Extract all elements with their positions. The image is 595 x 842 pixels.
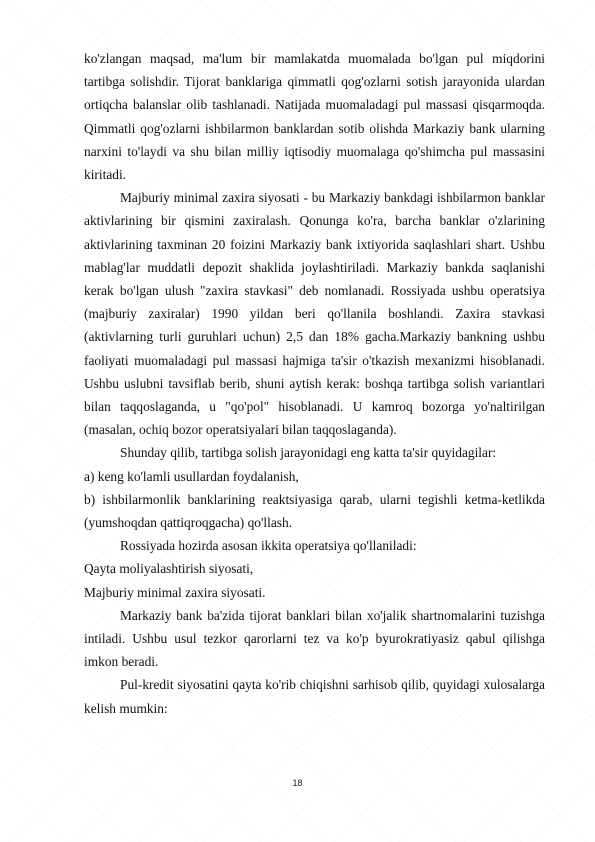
list-item: Majburiy minimal zaxira siyosati.	[84, 584, 266, 600]
list-item: Qayta moliyalashtirish siyosati,	[84, 561, 254, 577]
paragraph: Shunday qilib, tartibga solish jarayonidagi eng katta ta'sir quyidagilar:	[120, 445, 497, 461]
list-item: b) ishbilarmonlik banklarining reaktsiyasiga qarab, ularni tegishli ketma-ketlikda (yumshoqdan qattiqroqgacha) qo'llash.	[84, 491, 545, 531]
list-item: a) keng ko'lamli usullardan foydalanish,	[84, 468, 299, 484]
document-body	[84, 47, 545, 720]
paragraph: Pul-kredit siyosatini qayta ko'rib chiqishni sarhisob qilib, quyidagi xulosalarga kelish mumkin:	[84, 677, 545, 716]
paragraph: Rossiyada hozirda asosan ikkita operatsiya qo'llaniladi:	[120, 538, 417, 554]
paragraph: Majburiy minimal zaxira siyosati - bu Markaziy bankdagi ishbilarmon banklar aktivlarining bir qismini zaxiralash. Qonunga ko'ra, barcha banklar o'zlarining aktivlarining taxminan 20 foizini Markaziy bank ixtiyorida saqlashlari shart. Ushbu mablag'lar muddatli depozit shaklida joylashtiriladi. Markaziy bankda saqlanishi kerak bo'lgan ulush "zaxira stavkasi" deb nomlanadi. Rossiyada ushbu operatsiya (majburiy zaxiralar) 1990 yildan beri qo'llanila boshlandi. Zaxira stavkasi (aktivlarning turli guruhlari uchun) 2,5 dan 18% gacha.Markaziy bankning ushbu faoliyati muomaladagi pul massasi hajmiga ta'sir o'tkazish mexanizmi hisoblanadi. Ushbu uslubni tavsiflab berib, shuni aytish kerak: boshqa tartibga solish variantlari bilan taqqoslaganda, u "qo'pol" hisoblanadi. U kamroq bozorga yo'naltirilgan (masalan, ochiq bozor operatsiyalari bilan taqqoslaganda).	[84, 190, 545, 438]
paragraph: Markaziy bank ba'zida tijorat banklari bilan xo'jalik shartnomalarini tuzishga intiladi. Ushbu usul tezkor qarorlarni tez va ko'p byurokratiyasiz qabul qilishga imkon beradi.	[84, 607, 545, 670]
paragraph: ko'zlangan maqsad, ma'lum bir mamlakatda muomalada bo'lgan pul miqdorini tartibga solishdir. Tijorat banklariga qimmatli qog'ozlarni sotish jarayonida ulardan ortiqcha balanslar olib tashlanadi. Natijada muomaladagi pul massasi qisqarmoqda. Qimmatli qog'ozlarni ishbilarmon banklardan sotib olishda Markaziy bank ularning narxini to'laydi va shu bilan milliy iqtisodiy muomalaga qo'shimcha pul massasini kiritadi.	[84, 51, 545, 183]
page-number: 18	[292, 778, 303, 788]
